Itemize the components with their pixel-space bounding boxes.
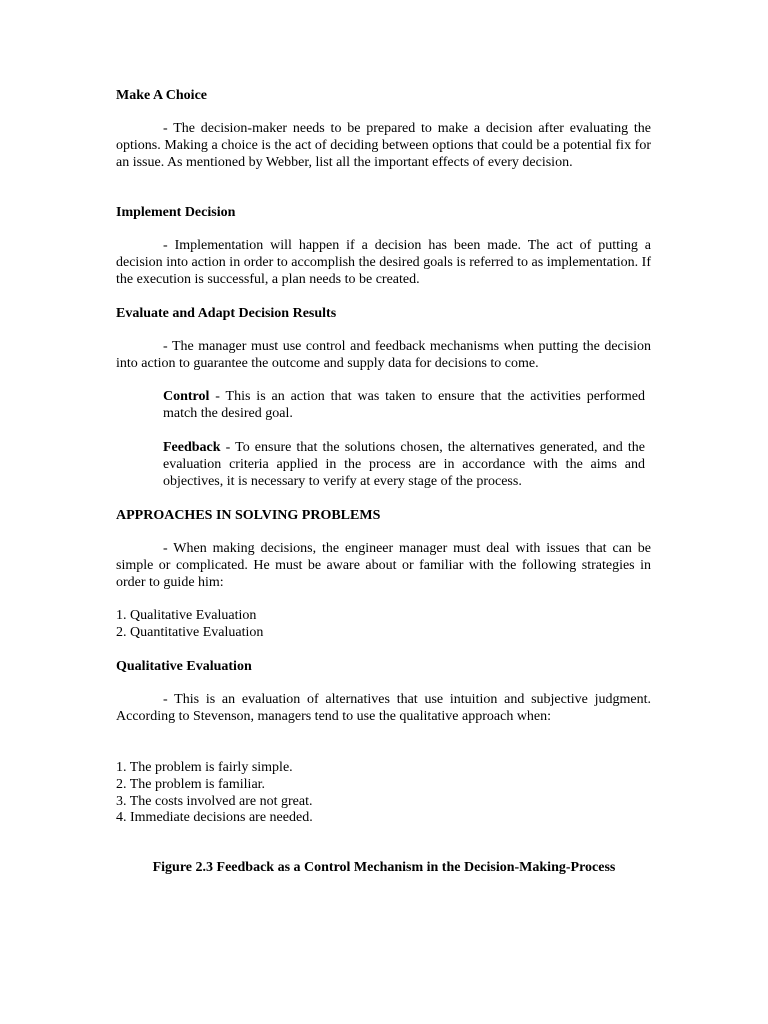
paragraph-make-choice: - The decision-maker needs to be prepared to make a decision after evaluating the options. Making a choice is the act of deciding between options that could be a potential fix for an issue. As mentioned by Webber, list all the important effects of every decision. [116, 121, 651, 170]
paragraph-evaluate: - The manager must use control and feedback mechanisms when putting the decision into action to guarantee the outcome and supply data for decisions to come. [116, 339, 651, 371]
list-item: 2. The problem is familiar. [116, 776, 266, 792]
list-item: 1. The problem is fairly simple. [116, 760, 293, 775]
paragraph-approaches: - When making decisions, the engineer manager must deal with issues that can be simple or complicated. He must be aware about or familiar with the following strategies in order to guide him: [116, 541, 651, 590]
section-heading-approaches: APPROACHES IN SOLVING PROBLEMS [116, 508, 381, 523]
list-item: 4. Immediate decisions are needed. [116, 810, 313, 826]
definition-feedback-text: - To ensure that the solutions chosen, the alternatives generated, and the evaluation criteria applied in the process are in accordance with the aims and objectives, it is necessary to verify at every stage of the process. [163, 440, 645, 489]
term-control: Control [163, 389, 210, 404]
list-item: 1. Qualitative Evaluation [116, 608, 257, 623]
section-heading-implement: Implement Decision [116, 205, 236, 220]
definition-feedback [163, 440, 645, 490]
paragraph-qualitative: - This is an evaluation of alternatives that use intuition and subjective judgment. According to Stevenson, managers tend to use the qualitative approach when: [116, 692, 651, 724]
paragraph-implement: - Implementation will happen if a decision has been made. The act of putting a decision into action in order to accomplish the desired goals is referred to as implementation. If the execution is successful, a plan needs to be created. [116, 238, 651, 287]
section-heading-qualitative: Qualitative Evaluation [116, 659, 252, 674]
definition-control [163, 389, 645, 423]
definition-control-text: - This is an action that was taken to ensure that the activities performed match the desired goal. [163, 389, 645, 421]
list-item: 2. Quantitative Evaluation [116, 624, 264, 640]
section-heading-evaluate: Evaluate and Adapt Decision Results [116, 306, 337, 321]
term-feedback: Feedback [163, 440, 221, 455]
section-heading-make-choice: Make A Choice [116, 88, 207, 103]
figure-caption: Figure 2.3 Feedback as a Control Mechanism in the Decision-Making-Process [152, 860, 616, 875]
qualitative-conditions-list [116, 760, 651, 827]
list-item: 3. The costs involved are not great. [116, 793, 313, 809]
approaches-list [116, 608, 651, 642]
